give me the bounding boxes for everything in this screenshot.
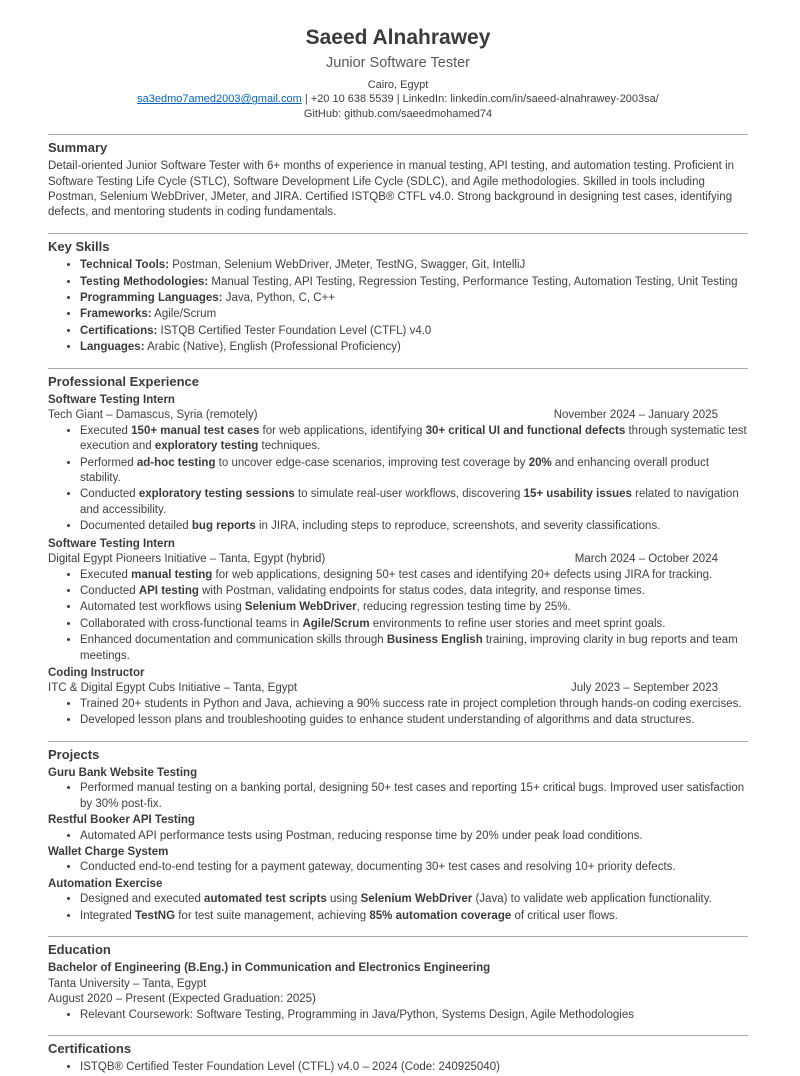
summary-heading: Summary (48, 139, 108, 155)
education-bullet: • Relevant Coursework: Software Testing, Programming in Java/Python, Systems Design, Agile Methodologies (80, 1008, 748, 1023)
project-entry (48, 766, 748, 812)
job-bullet: • Executed 150+ manual test cases for web applications, identifying 30+ critical UI and functional defects through systematic test execution and exploratory testing techniques. (80, 424, 748, 455)
project-name: Wallet Charge System (48, 846, 169, 858)
job-role: Software Testing Intern (48, 537, 175, 550)
education-school: Tanta University – Tanta, Egypt (48, 977, 207, 990)
contact-line (48, 92, 748, 107)
experience-heading: Professional Experience (48, 373, 200, 389)
project-bullet: • Performed manual testing on a banking portal, designing 50+ test cases and reporting 15+ critical bugs. Improved user satisfaction by 30% post-fix. (80, 781, 748, 812)
job-bullet: • Conducted exploratory testing sessions to simulate real-user workflows, discovering 15+ usability issues related to navigation and accessibility. (80, 487, 748, 518)
education-bullets (48, 1008, 748, 1023)
candidate-title: Junior Software Tester (326, 55, 470, 72)
project-entry (48, 845, 748, 876)
experience-section (48, 368, 748, 729)
github-line: GitHub: github.com/saeedmohamed74 (303, 108, 493, 121)
job-company: Tech Giant – Damascus, Syria (remotely) (48, 409, 258, 422)
job-company-line (48, 552, 748, 567)
job-bullet: • Collaborated with cross-functional teams in Agile/Scrum environments to refine user stories and meet sprint goals. (80, 617, 748, 632)
project-bullets (48, 860, 748, 875)
certifications-list (48, 1060, 748, 1075)
education-section (48, 936, 748, 1023)
job-bullet: • Enhanced documentation and communication skills through Business English training, improving clarity in bug reports and team meetings. (80, 633, 748, 664)
job-entry (48, 537, 748, 664)
job-bullets (48, 424, 748, 535)
project-name: Guru Bank Website Testing (48, 766, 198, 779)
projects-heading: Projects (48, 746, 100, 762)
resume-header (48, 24, 748, 122)
certifications-heading: Certifications (48, 1041, 132, 1057)
job-company: ITC & Digital Egypt Cubs Initiative – Tanta, Egypt (48, 682, 298, 695)
key-skills-section (48, 233, 748, 356)
skill-item: • Certifications: ISTQB Certified Tester Foundation Level (CTFL) v4.0 (80, 324, 748, 339)
project-name: Restful Booker API Testing (48, 814, 195, 827)
job-company-line (48, 408, 748, 423)
skill-item: • Testing Methodologies: Manual Testing, API Testing, Regression Testing, Performance Testing, Automation Testing, Unit Testing (80, 275, 748, 290)
job-bullet: • Automated test workflows using Selenium WebDriver, reducing regression testing time by 25%. (80, 600, 748, 615)
job-bullet: • Documented detailed bug reports in JIRA, including steps to reproduce, screenshots, and severity classifications. (80, 519, 748, 534)
candidate-location: Cairo, Egypt (367, 78, 429, 91)
projects-list (48, 766, 748, 924)
education-degree: Bachelor of Engineering (B.Eng.) in Communication and Electronics Engineering (48, 962, 491, 975)
key-skills-heading: Key Skills (48, 238, 110, 254)
education-heading: Education (48, 942, 111, 958)
candidate-name: Saeed Alnahrawey (305, 26, 491, 49)
job-bullets (48, 568, 748, 664)
project-name: Automation Exercise (48, 877, 163, 890)
skill-item: • Technical Tools: Postman, Selenium WebDriver, JMeter, TestNG, Swagger, Git, IntelliJ (80, 258, 748, 273)
project-entry (48, 813, 748, 844)
project-bullets (48, 829, 748, 844)
summary-text: Detail-oriented Junior Software Tester with 6+ months of experience in manual testing, API testing, and automation testing. Proficient in Software Testing Life Cycle (STLC), Software Development Life Cycle (SDLC), and Agile methodologies. Skilled in tools including Postman, Selenium WebDriver, JMeter, and JIRA. Certified ISTQB® CTFL v4.0. Strong background in designing test cases, identifying defects, and mentoring students in coding fundamentals. (48, 160, 735, 219)
project-bullet: • Designed and executed automated test scripts using Selenium WebDriver (Java) to validate web application functionality. (80, 892, 748, 907)
job-company: Digital Egypt Pioneers Initiative – Tanta, Egypt (hybrid) (48, 553, 326, 566)
job-company-line (48, 681, 748, 696)
skill-item: • Frameworks: Agile/Scrum (80, 307, 748, 322)
job-dates: July 2023 – September 2023 (570, 682, 718, 695)
job-bullet: • Trained 20+ students in Python and Java, achieving a 90% success rate in project completion through hands-on coding exercises. (80, 697, 748, 712)
job-dates: March 2024 – October 2024 (574, 553, 718, 566)
job-bullets (48, 697, 748, 729)
job-bullet: • Developed lesson plans and troubleshooting guides to enhance student understanding of algorithms and data structures. (80, 713, 748, 728)
contact-rest: | +20 10 638 5539 | LinkedIn: linkedin.com/in/saeed-alnahrawey-2003sa/ (301, 93, 659, 106)
job-role: Software Testing Intern (48, 394, 175, 407)
project-bullet: • Integrated TestNG for test suite management, achieving 85% automation coverage of critical user flows. (80, 909, 748, 924)
project-entry (48, 877, 748, 924)
job-bullet: • Performed ad-hoc testing to uncover edge-case scenarios, improving test coverage by 20% and enhancing overall product stability. (80, 456, 748, 487)
skill-item: • Programming Languages: Java, Python, C, C++ (80, 291, 748, 306)
education-dates: August 2020 – Present (Expected Graduation: 2025) (48, 993, 316, 1006)
job-role: Coding Instructor (48, 666, 145, 679)
projects-section (48, 741, 748, 924)
project-bullets (48, 892, 748, 924)
job-dates: November 2024 – January 2025 (553, 409, 718, 422)
key-skills-list (48, 258, 748, 355)
job-bullet: • Conducted API testing with Postman, validating endpoints for status codes, data integrity, and response times. (80, 584, 748, 599)
project-bullet: • Conducted end-to-end testing for a payment gateway, documenting 30+ test cases and resolving 10+ priority defects. (80, 860, 748, 875)
jobs-list (48, 393, 748, 729)
summary-section (48, 134, 748, 221)
job-bullet: • Executed manual testing for web applications, designing 50+ test cases and identifying 20+ defects using JIRA for tracking. (80, 568, 748, 583)
project-bullets (48, 781, 748, 812)
job-entry (48, 393, 748, 535)
certifications-section (48, 1035, 748, 1076)
certification-item: • ISTQB® Certified Tester Foundation Level (CTFL) v4.0 – 2024 (Code: 240925040) (80, 1060, 748, 1075)
email-link[interactable]: sa3edmo7amed2003@gmail.com (137, 93, 302, 106)
project-bullet: • Automated API performance tests using Postman, reducing response time by 20% under peak load conditions. (80, 829, 748, 844)
job-entry (48, 666, 748, 729)
skill-item: • Languages: Arabic (Native), English (Professional Proficiency) (80, 340, 748, 355)
